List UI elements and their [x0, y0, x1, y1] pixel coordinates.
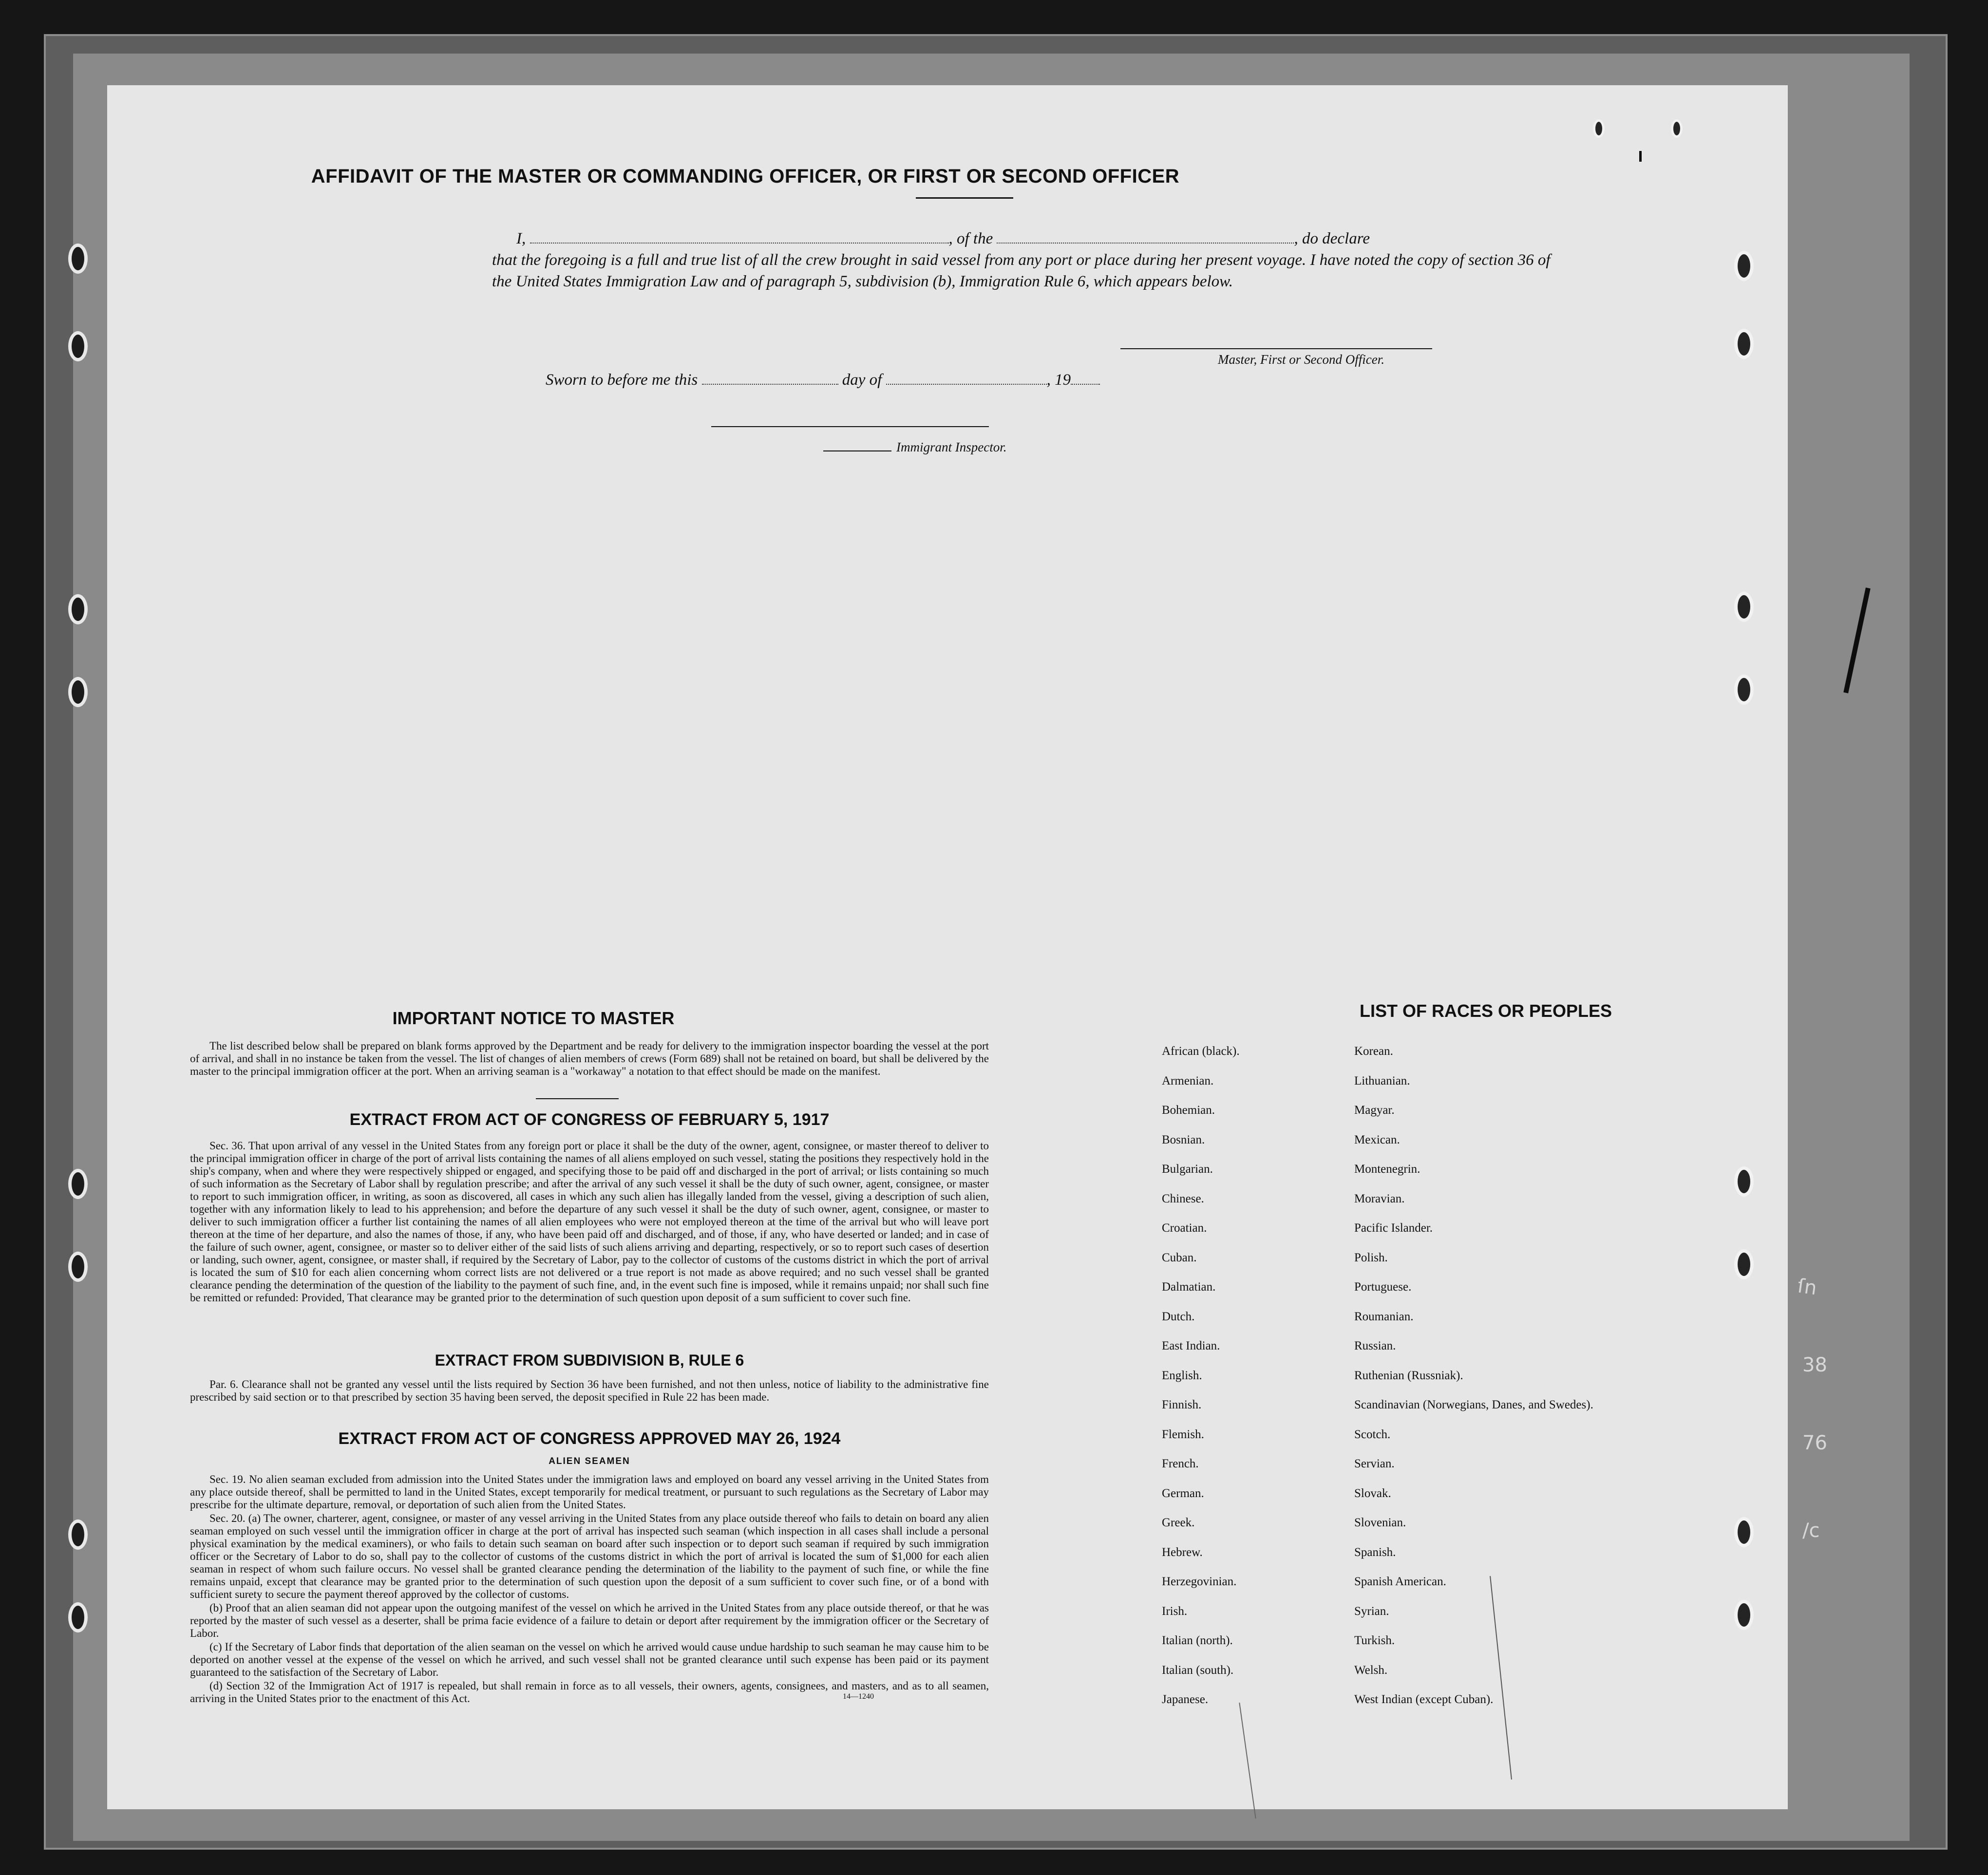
margin-handwriting: 76: [1802, 1432, 1827, 1454]
race-item: Herzegovinian.: [1162, 1575, 1237, 1588]
margin-handwriting: /c: [1802, 1519, 1820, 1542]
race-item: Portuguese.: [1354, 1280, 1412, 1294]
race-item: Slovenian.: [1354, 1516, 1406, 1529]
corner-stamp-icon: [1671, 119, 1683, 138]
race-item: Bulgarian.: [1162, 1162, 1213, 1176]
sworn-year-prefix: , 19: [1046, 371, 1071, 389]
affidavit-body: [492, 226, 1554, 292]
races-title: LIST OF RACES OR PEOPLES: [1359, 1001, 1612, 1021]
inspector-signature-line[interactable]: [823, 450, 891, 451]
binder-hole-icon: [68, 1602, 88, 1632]
race-item: Magyar.: [1354, 1104, 1395, 1117]
race-item: Cuban.: [1162, 1251, 1197, 1264]
master-signature-label: Master, First or Second Officer.: [1218, 352, 1384, 367]
race-item: Flemish.: [1162, 1427, 1204, 1441]
master-name-field[interactable]: [530, 226, 949, 244]
race-item: Irish.: [1162, 1604, 1188, 1618]
race-item: Turkish.: [1354, 1634, 1395, 1647]
extract-1924-title: EXTRACT FROM ACT OF CONGRESS APPROVED MAY 26, 1924: [338, 1429, 841, 1448]
subdivision-title: EXTRACT FROM SUBDIVISION B, RULE 6: [435, 1351, 744, 1369]
race-item: East Indian.: [1162, 1339, 1220, 1352]
race-item: Spanish American.: [1354, 1575, 1446, 1588]
manifest-page: [107, 85, 1788, 1809]
binder-hole-icon: [68, 677, 88, 707]
race-item: Roumanian.: [1354, 1310, 1414, 1323]
inspector-label: Immigrant Inspector.: [896, 440, 1007, 454]
sworn-day-of: day of: [842, 371, 882, 389]
sworn-day-field[interactable]: [702, 368, 838, 385]
binder-hole-icon: [1734, 251, 1754, 281]
affidavit-i: I,: [516, 230, 526, 247]
sec-20b-paragraph: (b) Proof that an alien seaman did not appear upon the outgoing manifest of the vessel on which he arrived in the United States from any place outside thereof, or that he was reported by the master of such vessel as a deserter, shall be prima facie evidence of a failure to detain or deport after requirement by the immigration officer or the Secretary of Labor.: [190, 1602, 989, 1639]
extract-1924-text: [190, 1473, 989, 1706]
race-item: Welsh.: [1354, 1663, 1388, 1677]
race-item: Armenian.: [1162, 1074, 1214, 1088]
races-left-column: [1162, 1045, 1240, 1723]
races-right-column: [1354, 1045, 1593, 1723]
extract-1917-text: [190, 1140, 989, 1305]
race-item: French.: [1162, 1457, 1199, 1470]
affidavit-title: AFFIDAVIT OF THE MASTER OR COMMANDING OFFICER, OR FIRST OR SECOND OFFICER: [311, 166, 1180, 187]
race-item: Servian.: [1354, 1457, 1395, 1470]
race-item: Italian (north).: [1162, 1634, 1233, 1647]
binder-hole-icon: [1734, 1517, 1754, 1547]
binder-hole-icon: [1734, 1166, 1754, 1197]
race-item: Scotch.: [1354, 1427, 1391, 1441]
affidavit-of-the: , of the: [948, 230, 993, 247]
binder-hole-icon: [1734, 1600, 1754, 1630]
sworn-prefix: Sworn to before me this: [546, 371, 698, 389]
vessel-name-field[interactable]: [997, 226, 1294, 244]
race-item: Slovak.: [1354, 1486, 1391, 1500]
race-item: Croatian.: [1162, 1221, 1207, 1235]
extract-1917-title: EXTRACT FROM ACT OF CONGRESS OF FEBRUARY 5, 1917: [349, 1110, 830, 1129]
notice-text: [190, 1040, 989, 1079]
race-item: Spanish.: [1354, 1545, 1396, 1559]
sec-20d-paragraph: (d) Section 32 of the Immigration Act of 1917 is repealed, but shall remain in force as to all vessels, their owners, agents, consignees, and masters, and as to all seamen, arriving in the United States prior to the enactment of this Act.: [190, 1680, 989, 1705]
race-item: Chinese.: [1162, 1192, 1204, 1205]
race-item: African (black).: [1162, 1045, 1240, 1058]
race-item: Finnish.: [1162, 1398, 1202, 1411]
race-item: Moravian.: [1354, 1192, 1405, 1205]
sworn-year-field[interactable]: [1071, 368, 1100, 385]
margin-handwriting: 38: [1802, 1354, 1827, 1376]
race-item: Bosnian.: [1162, 1133, 1205, 1146]
notice-divider: [536, 1098, 619, 1099]
subdivision-text: [190, 1378, 989, 1405]
affidavit-do-declare: , do declare: [1294, 230, 1370, 247]
binder-hole-icon: [1734, 329, 1754, 359]
race-item: Ruthenian (Russniak).: [1354, 1369, 1463, 1382]
binder-hole-icon: [68, 1519, 88, 1550]
sworn-month-field[interactable]: [886, 368, 1047, 385]
race-item: Japanese.: [1162, 1693, 1209, 1706]
sec-20a-paragraph: Sec. 20. (a) The owner, charterer, agent, consignee, or master of any vessel arriving in the United States from any place outside thereof who fails to detain on board any alien seaman employed on such vessel until the immigration officer in charge at the port of arrival has inspected such seaman (which inspection in all cases shall include a personal physical examination by the medical examiners), or who fails to detain such seaman on board after such inspection or to deport such seaman if required by such immigration officer or the Secretary of Labor to do so, shall pay to the collector of customs of the customs district in which the port of arrival is located the sum of $1,000 for each alien seaman in respect of whom such failure occurs. No vessel shall be granted clearance pending the determination of the liability to the payment of such fine, or while the fine remains unpaid, except that clearance may be granted prior to the determination of such question upon the deposit of a sum sufficient to cover such fine, or of a bond with sufficient surety to secure the payment thereof approved by the collector of customs.: [190, 1512, 989, 1600]
race-item: Bohemian.: [1162, 1104, 1215, 1117]
race-item: Syrian.: [1354, 1604, 1389, 1618]
affidavit-declaration: that the foregoing is a full and true list of all the crew brought in said vessel from any port or place during her present voyage. I have noted the copy of section 36 of the United States Immigration Law and of paragraph 5, subdivision (b), Immigration Rule 6, which appears below.: [492, 251, 1551, 290]
notice-paragraph: The list described below shall be prepared on blank forms approved by the Department and be ready for delivery to the immigration inspector boarding the vessel at the port of arrival, and shall in no instance be taken from the vessel. The list of changes of alien members of crews (Form 689) shall not be retained on board, but shall be delivered by the master to the principal immigration officer at the port. When an arriving seaman is a "workaway" a notation to that effect should be made on the manifest.: [190, 1040, 989, 1077]
race-item: Montenegrin.: [1354, 1162, 1420, 1176]
race-item: Dutch.: [1162, 1310, 1195, 1323]
race-item: Korean.: [1354, 1045, 1393, 1058]
par-6-paragraph: Par. 6. Clearance shall not be granted any vessel until the lists required by Section 36 have been furnished, and not then unless, notice of liability to the administrative fine prescribed by said section or to that prescribed by section 35 having been served, the deposit specified in Rule 22 has been made.: [190, 1378, 989, 1403]
race-item: Hebrew.: [1162, 1545, 1203, 1559]
race-item: Scandinavian (Norwegians, Danes, and Swedes).: [1354, 1398, 1593, 1411]
sec-19-paragraph: Sec. 19. No alien seaman excluded from admission into the United States under the immigration laws and employed on board any vessel arriving in the United States from any place outside thereof, shall be permitted to land in the United States, except temporarily for medical treatment, or pursuant to such regulations as the Secretary of Labor may prescribe for the ultimate departure, removal, or deportation of such alien from the United States.: [190, 1473, 989, 1511]
master-signature-line[interactable]: [1120, 348, 1432, 349]
race-item: German.: [1162, 1486, 1204, 1500]
race-item: Polish.: [1354, 1251, 1388, 1264]
pencil-stroke: [1239, 1703, 1256, 1819]
notice-title: IMPORTANT NOTICE TO MASTER: [392, 1008, 675, 1028]
race-item: Greek.: [1162, 1516, 1195, 1529]
sec-20c-paragraph: (c) If the Secretary of Labor finds that deportation of the alien seaman on the vessel on which he arrived would cause undue hardship to such seaman he may cause him to be deported on another vessel at the expense of the vessel on which he arrived, and such vessel shall not be granted clearance until such expense has been paid or its payment guaranteed to the satisfaction of the Secretary of Labor.: [190, 1641, 989, 1678]
corner-stamp-icon: [1593, 119, 1605, 138]
binder-hole-icon: [68, 331, 88, 361]
title-underline: [916, 197, 1013, 199]
sworn-statement: [546, 368, 1100, 389]
margin-handwriting: ſn: [1796, 1275, 1818, 1300]
race-item: Pacific Islander.: [1354, 1221, 1433, 1235]
ink-mark: [1639, 151, 1642, 162]
race-item: Italian (south).: [1162, 1663, 1234, 1677]
inspector-signature-line-top[interactable]: [711, 426, 989, 427]
binder-hole-icon: [68, 594, 88, 624]
race-item: Mexican.: [1354, 1133, 1400, 1146]
binder-hole-icon: [1734, 675, 1754, 705]
binder-hole-icon: [68, 1252, 88, 1282]
race-item: Lithuanian.: [1354, 1074, 1410, 1088]
race-item: Russian.: [1354, 1339, 1396, 1352]
race-item: Dalmatian.: [1162, 1280, 1216, 1294]
binder-hole-icon: [68, 1169, 88, 1199]
binder-hole-icon: [68, 244, 88, 274]
section-36-paragraph: Sec. 36. That upon arrival of any vessel in the United States from any foreign port or place it shall be the duty of the owner, agent, consignee, or master thereof to deliver to the principal immigration officer in charge of the port of arrival lists containing the names of all aliens employed on such vessel, stating the positions they respectively hold in the ship's company, when and where they were respectively shipped or engaged, and specifying those to be paid off and discharged in the port of arrival; or lists containing so much of such information as the Secretary of Labor shall by regulation prescribe; and after the arrival of any such vessel it shall be the duty of such owner, agent, consignee, or master to report to such immigration officer, in writing, as soon as discovered, all cases in which any such alien has illegally landed from the vessel, giving a description of such alien, together with any information likely to lead to his apprehension; and before the departure of any such vessel it shall be the duty of such owner, agent, consignee, or master to deliver to such immigration officer a further list containing the names of all alien employees who were not employed thereon at the time of the arrival but who will leave port thereon at the time of her departure, and also the names of those, if any, who have been paid off and discharged, and of those, if any, who have deserted or landed; and in case of the failure of such owner, agent, consignee, or master so to deliver either of the said lists of such aliens arriving and departing, respectively, or so to report such cases of desertion or landing, such owner, agent, consignee, or master shall, if required by the Secretary of Labor, pay to the collector of customs of the customs district in which the port of arrival is located the sum of $10 for each alien concerning whom correct lists are not delivered or a true report is not made as above required; and no such vessel shall be granted clearance pending the determination of the question of the liability to the payment of such fine, and, in the event such fine is imposed, while it remains unpaid; nor shall such fine be remitted or refunded: Provided, That clearance may be granted prior to the determination of such question upon deposit of a sum sufficient to cover such fine.: [190, 1140, 989, 1304]
race-item: West Indian (except Cuban).: [1354, 1693, 1494, 1706]
form-number: 14—1240: [843, 1692, 874, 1701]
binder-hole-icon: [1734, 1249, 1754, 1279]
race-item: English.: [1162, 1369, 1202, 1382]
alien-seamen-subtitle: ALIEN SEAMEN: [549, 1456, 630, 1466]
binder-hole-icon: [1734, 592, 1754, 622]
